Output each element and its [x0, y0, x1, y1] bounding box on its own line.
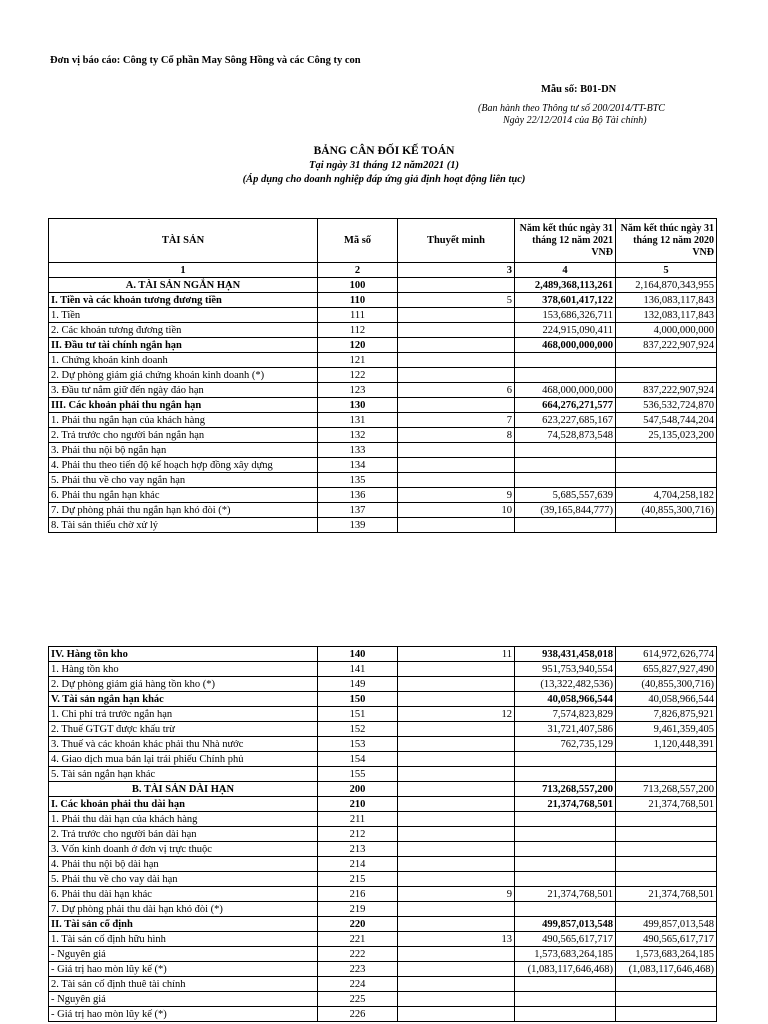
row-note — [398, 872, 515, 887]
table-row — [49, 962, 717, 977]
table-row — [49, 368, 717, 383]
row-prior-year — [616, 842, 717, 857]
row-code: 222 — [318, 947, 398, 962]
row-prior-year: 837,222,907,924 — [616, 338, 717, 353]
row-note: 11 — [398, 647, 515, 662]
table-row — [49, 278, 717, 293]
row-prior-year: 536,532,724,870 — [616, 398, 717, 413]
row-code: 151 — [318, 707, 398, 722]
table-row — [49, 932, 717, 947]
row-prior-year: 132,083,117,843 — [616, 308, 717, 323]
table-row — [49, 797, 717, 812]
row-prior-year — [616, 752, 717, 767]
row-prior-year: 136,083,117,843 — [616, 293, 717, 308]
row-current-year — [515, 443, 616, 458]
row-current-year: (13,322,482,536) — [515, 677, 616, 692]
row-note — [398, 473, 515, 488]
row-note — [398, 278, 515, 293]
row-code: 100 — [318, 278, 398, 293]
row-label: 2. Thuế GTGT được khấu trừ — [49, 722, 318, 737]
table-row — [49, 473, 717, 488]
row-current-year: 31,721,407,586 — [515, 722, 616, 737]
col-asset-header: TÀI SẢN — [49, 219, 318, 263]
row-label: 3. Đầu tư nắm giữ đến ngày đáo hạn — [49, 383, 318, 398]
row-note — [398, 797, 515, 812]
document-date: Tại ngày 31 tháng 12 năm2021 (1) — [309, 160, 459, 171]
row-label: 2. Trả trước cho người bán ngắn hạn — [49, 428, 318, 443]
reporting-entity: Đơn vị báo cáo: Công ty Cổ phần May Sông Hồng và các Công ty con — [50, 55, 361, 66]
table-row — [49, 338, 717, 353]
row-note — [398, 992, 515, 1007]
row-prior-year — [616, 857, 717, 872]
table-row — [49, 518, 717, 533]
table-row — [49, 977, 717, 992]
row-prior-year — [616, 992, 717, 1007]
row-current-year: 490,565,617,717 — [515, 932, 616, 947]
row-prior-year: 547,548,744,204 — [616, 413, 717, 428]
row-label: 2. Tài sản cố định thuê tài chính — [49, 977, 318, 992]
row-note: 10 — [398, 503, 515, 518]
row-current-year — [515, 752, 616, 767]
row-prior-year: (40,855,300,716) — [616, 677, 717, 692]
row-note: 6 — [398, 383, 515, 398]
row-note: 13 — [398, 932, 515, 947]
col-number: 1 — [49, 263, 318, 278]
table-row — [49, 443, 717, 458]
row-current-year: 21,374,768,501 — [515, 887, 616, 902]
row-current-year — [515, 857, 616, 872]
row-current-year: 713,268,557,200 — [515, 782, 616, 797]
table-row — [49, 902, 717, 917]
row-current-year — [515, 518, 616, 533]
row-label: II. Tài sản cố định — [49, 917, 318, 932]
row-code: 223 — [318, 962, 398, 977]
row-note: 7 — [398, 413, 515, 428]
row-note — [398, 842, 515, 857]
col-code-header: Mã số — [318, 219, 398, 263]
row-note — [398, 962, 515, 977]
table-row — [49, 812, 717, 827]
row-prior-year — [616, 518, 717, 533]
row-prior-year: 21,374,768,501 — [616, 887, 717, 902]
row-code: 131 — [318, 413, 398, 428]
col-number: 2 — [318, 263, 398, 278]
row-code: 130 — [318, 398, 398, 413]
row-current-year: 951,753,940,554 — [515, 662, 616, 677]
row-label: 3. Vốn kinh doanh ở đơn vị trực thuộc — [49, 842, 318, 857]
row-label: 1. Tiền — [49, 308, 318, 323]
table-row — [49, 857, 717, 872]
row-label: 1. Phải thu dài hạn của khách hàng — [49, 812, 318, 827]
row-code: 133 — [318, 443, 398, 458]
table-row — [49, 293, 717, 308]
row-current-year: 224,915,090,411 — [515, 323, 616, 338]
row-label: 5. Tài sản ngắn hạn khác — [49, 767, 318, 782]
table-row — [49, 662, 717, 677]
row-current-year: (1,083,117,646,468) — [515, 962, 616, 977]
table-row — [49, 707, 717, 722]
row-label: 1. Phải thu ngắn hạn của khách hàng — [49, 413, 318, 428]
row-code: 132 — [318, 428, 398, 443]
row-note — [398, 308, 515, 323]
row-prior-year — [616, 353, 717, 368]
row-code: 135 — [318, 473, 398, 488]
row-label: 8. Tài sản thiếu chờ xử lý — [49, 518, 318, 533]
row-label: B. TÀI SẢN DÀI HẠN — [49, 782, 318, 797]
row-current-year — [515, 827, 616, 842]
row-current-year — [515, 767, 616, 782]
table-row — [49, 767, 717, 782]
row-note: 12 — [398, 707, 515, 722]
row-prior-year — [616, 458, 717, 473]
row-code: 220 — [318, 917, 398, 932]
row-current-year: 468,000,000,000 — [515, 383, 616, 398]
row-label: 2. Trả trước cho người bán dài hạn — [49, 827, 318, 842]
row-current-year: 74,528,873,548 — [515, 428, 616, 443]
balance-sheet-table-page-2 — [48, 646, 717, 1022]
form-code: Mẫu số: B01-DN — [541, 84, 617, 95]
row-label: 5. Phải thu về cho vay ngắn hạn — [49, 473, 318, 488]
row-prior-year — [616, 1007, 717, 1022]
row-code: 139 — [318, 518, 398, 533]
col-number: 5 — [616, 263, 717, 278]
row-prior-year — [616, 902, 717, 917]
row-code: 150 — [318, 692, 398, 707]
row-prior-year — [616, 443, 717, 458]
col-current-year-header: Năm kết thúc ngày 31 tháng 12 năm 2021 VNĐ — [515, 219, 616, 263]
row-prior-year — [616, 812, 717, 827]
row-code: 141 — [318, 662, 398, 677]
row-prior-year — [616, 977, 717, 992]
row-label: 7. Dự phòng phải thu ngắn hạn khó đòi (*) — [49, 503, 318, 518]
row-current-year: 1,573,683,264,185 — [515, 947, 616, 962]
row-note — [398, 458, 515, 473]
table-row — [49, 398, 717, 413]
row-label: 4. Giao dịch mua bán lại trái phiếu Chính phủ — [49, 752, 318, 767]
table-row — [49, 947, 717, 962]
row-code: 111 — [318, 308, 398, 323]
row-code: 219 — [318, 902, 398, 917]
row-prior-year: 490,565,617,717 — [616, 932, 717, 947]
row-label: - Giá trị hao mòn lũy kế (*) — [49, 1007, 318, 1022]
issued-by-line-1: (Ban hành theo Thông tư số 200/2014/TT-BTC — [478, 103, 665, 114]
row-prior-year — [616, 767, 717, 782]
row-note — [398, 977, 515, 992]
row-note — [398, 752, 515, 767]
row-current-year — [515, 473, 616, 488]
row-code: 200 — [318, 782, 398, 797]
table-row — [49, 458, 717, 473]
row-current-year: 2,489,368,113,261 — [515, 278, 616, 293]
row-label: 2. Các khoản tương đương tiền — [49, 323, 318, 338]
table-row — [49, 413, 717, 428]
table-row — [49, 887, 717, 902]
row-code: 212 — [318, 827, 398, 842]
row-prior-year: 713,268,557,200 — [616, 782, 717, 797]
row-label: 2. Dự phòng giảm giá hàng tồn kho (*) — [49, 677, 318, 692]
row-code: 216 — [318, 887, 398, 902]
row-prior-year: 1,120,448,391 — [616, 737, 717, 752]
row-code: 149 — [318, 677, 398, 692]
row-note — [398, 692, 515, 707]
row-label: 3. Thuế và các khoản khác phải thu Nhà nước — [49, 737, 318, 752]
row-note: 8 — [398, 428, 515, 443]
col-prior-year-header: Năm kết thúc ngày 31 tháng 12 năm 2020 VNĐ — [616, 219, 717, 263]
row-current-year: 468,000,000,000 — [515, 338, 616, 353]
row-label: I. Các khoản phải thu dài hạn — [49, 797, 318, 812]
row-prior-year — [616, 368, 717, 383]
row-label: I. Tiền và các khoản tương đương tiền — [49, 293, 318, 308]
row-current-year — [515, 977, 616, 992]
row-label: 4. Phải thu nội bộ dài hạn — [49, 857, 318, 872]
row-current-year — [515, 992, 616, 1007]
table-row — [49, 677, 717, 692]
table-row — [49, 917, 717, 932]
row-prior-year: 655,827,927,490 — [616, 662, 717, 677]
row-current-year — [515, 353, 616, 368]
row-label: A. TÀI SẢN NGẮN HẠN — [49, 278, 318, 293]
table-row — [49, 353, 717, 368]
row-prior-year: 9,461,359,405 — [616, 722, 717, 737]
table-row — [49, 428, 717, 443]
row-current-year — [515, 872, 616, 887]
row-label: 1. Chứng khoán kinh doanh — [49, 353, 318, 368]
document-note: (Áp dụng cho doanh nghiệp đáp ứng giả định hoạt động liên tục) — [242, 174, 526, 185]
table-row — [49, 752, 717, 767]
row-code: 226 — [318, 1007, 398, 1022]
row-label: 5. Phải thu về cho vay dài hạn — [49, 872, 318, 887]
row-current-year — [515, 812, 616, 827]
table-row — [49, 827, 717, 842]
row-prior-year: 25,135,023,200 — [616, 428, 717, 443]
row-prior-year: (1,083,117,646,468) — [616, 962, 717, 977]
row-note — [398, 812, 515, 827]
col-note-header: Thuyết minh — [398, 219, 515, 263]
row-code: 112 — [318, 323, 398, 338]
row-label: 4. Phải thu theo tiến độ kế hoạch hợp đồng xây dựng — [49, 458, 318, 473]
row-prior-year: 21,374,768,501 — [616, 797, 717, 812]
column-header-row — [49, 219, 717, 263]
row-code: 110 — [318, 293, 398, 308]
table-row — [49, 722, 717, 737]
table-row — [49, 1007, 717, 1022]
row-note — [398, 917, 515, 932]
row-current-year: 938,431,458,018 — [515, 647, 616, 662]
row-label: 6. Phải thu dài hạn khác — [49, 887, 318, 902]
row-prior-year: 4,704,258,182 — [616, 488, 717, 503]
table-row — [49, 323, 717, 338]
row-code: 122 — [318, 368, 398, 383]
row-note — [398, 947, 515, 962]
row-prior-year — [616, 827, 717, 842]
row-note — [398, 323, 515, 338]
row-label: IV. Hàng tồn kho — [49, 647, 318, 662]
balance-sheet-table-page-1 — [48, 218, 717, 533]
row-note — [398, 1007, 515, 1022]
col-number: 4 — [515, 263, 616, 278]
row-note — [398, 338, 515, 353]
row-code: 152 — [318, 722, 398, 737]
row-note — [398, 677, 515, 692]
row-label: 7. Dự phòng phải thu dài hạn khó đòi (*) — [49, 902, 318, 917]
row-prior-year — [616, 872, 717, 887]
row-code: 153 — [318, 737, 398, 752]
row-label: II. Đầu tư tài chính ngắn hạn — [49, 338, 318, 353]
row-note: 9 — [398, 488, 515, 503]
row-code: 213 — [318, 842, 398, 857]
table-body-page-2 — [49, 647, 717, 1022]
row-code: 224 — [318, 977, 398, 992]
row-prior-year: 4,000,000,000 — [616, 323, 717, 338]
column-number-row — [49, 263, 717, 278]
row-label: - Nguyên giá — [49, 947, 318, 962]
row-prior-year: 837,222,907,924 — [616, 383, 717, 398]
row-prior-year: 40,058,966,544 — [616, 692, 717, 707]
row-current-year: 499,857,013,548 — [515, 917, 616, 932]
row-current-year: 623,227,685,167 — [515, 413, 616, 428]
row-label: 1. Tài sản cố định hữu hình — [49, 932, 318, 947]
row-prior-year: 499,857,013,548 — [616, 917, 717, 932]
row-note — [398, 443, 515, 458]
row-current-year: (39,165,844,777) — [515, 503, 616, 518]
row-note — [398, 722, 515, 737]
row-note — [398, 353, 515, 368]
row-current-year: 40,058,966,544 — [515, 692, 616, 707]
table-row — [49, 308, 717, 323]
row-current-year: 7,574,823,829 — [515, 707, 616, 722]
row-current-year: 664,276,271,577 — [515, 398, 616, 413]
document-title: BẢNG CÂN ĐỐI KẾ TOÁN — [313, 145, 455, 157]
row-code: 155 — [318, 767, 398, 782]
row-prior-year: (40,855,300,716) — [616, 503, 717, 518]
table-row — [49, 503, 717, 518]
row-code: 121 — [318, 353, 398, 368]
row-prior-year: 1,573,683,264,185 — [616, 947, 717, 962]
row-note — [398, 857, 515, 872]
row-current-year — [515, 842, 616, 857]
row-code: 211 — [318, 812, 398, 827]
row-current-year: 21,374,768,501 — [515, 797, 616, 812]
row-current-year: 378,601,417,122 — [515, 293, 616, 308]
row-note — [398, 767, 515, 782]
table-row — [49, 488, 717, 503]
table-body-page-1 — [49, 278, 717, 533]
row-code: 210 — [318, 797, 398, 812]
row-note — [398, 518, 515, 533]
row-current-year — [515, 1007, 616, 1022]
row-prior-year: 614,972,626,774 — [616, 647, 717, 662]
col-number: 3 — [398, 263, 515, 278]
row-current-year — [515, 902, 616, 917]
row-prior-year: 7,826,875,921 — [616, 707, 717, 722]
issued-by-line-2: Ngày 22/12/2014 của Bộ Tài chính) — [503, 115, 647, 126]
table-row — [49, 647, 717, 662]
row-current-year — [515, 368, 616, 383]
row-note — [398, 782, 515, 797]
row-label: - Giá trị hao mòn lũy kế (*) — [49, 962, 318, 977]
row-current-year: 153,686,326,711 — [515, 308, 616, 323]
row-code: 137 — [318, 503, 398, 518]
table-row — [49, 872, 717, 887]
table-row — [49, 992, 717, 1007]
row-code: 225 — [318, 992, 398, 1007]
row-code: 123 — [318, 383, 398, 398]
row-note — [398, 368, 515, 383]
table-row — [49, 782, 717, 797]
row-label: III. Các khoản phải thu ngắn hạn — [49, 398, 318, 413]
row-note: 5 — [398, 293, 515, 308]
row-code: 120 — [318, 338, 398, 353]
row-code: 221 — [318, 932, 398, 947]
row-prior-year: 2,164,870,343,955 — [616, 278, 717, 293]
row-prior-year — [616, 473, 717, 488]
row-current-year: 5,685,557,639 — [515, 488, 616, 503]
row-code: 214 — [318, 857, 398, 872]
table-row — [49, 383, 717, 398]
row-label: 1. Chi phí trả trước ngắn hạn — [49, 707, 318, 722]
row-note — [398, 737, 515, 752]
row-note — [398, 902, 515, 917]
row-label: 6. Phải thu ngắn hạn khác — [49, 488, 318, 503]
row-current-year — [515, 458, 616, 473]
row-note — [398, 827, 515, 842]
row-code: 154 — [318, 752, 398, 767]
row-note — [398, 398, 515, 413]
row-note — [398, 662, 515, 677]
row-label: 1. Hàng tồn kho — [49, 662, 318, 677]
row-code: 215 — [318, 872, 398, 887]
row-note: 9 — [398, 887, 515, 902]
table-row — [49, 737, 717, 752]
row-current-year: 762,735,129 — [515, 737, 616, 752]
row-code: 140 — [318, 647, 398, 662]
row-label: 2. Dự phòng giảm giá chứng khoán kinh doanh (*) — [49, 368, 318, 383]
row-label: 3. Phải thu nội bộ ngắn hạn — [49, 443, 318, 458]
row-label: V. Tài sản ngắn hạn khác — [49, 692, 318, 707]
table-row — [49, 692, 717, 707]
row-code: 134 — [318, 458, 398, 473]
row-label: - Nguyên giá — [49, 992, 318, 1007]
row-code: 136 — [318, 488, 398, 503]
table-row — [49, 842, 717, 857]
